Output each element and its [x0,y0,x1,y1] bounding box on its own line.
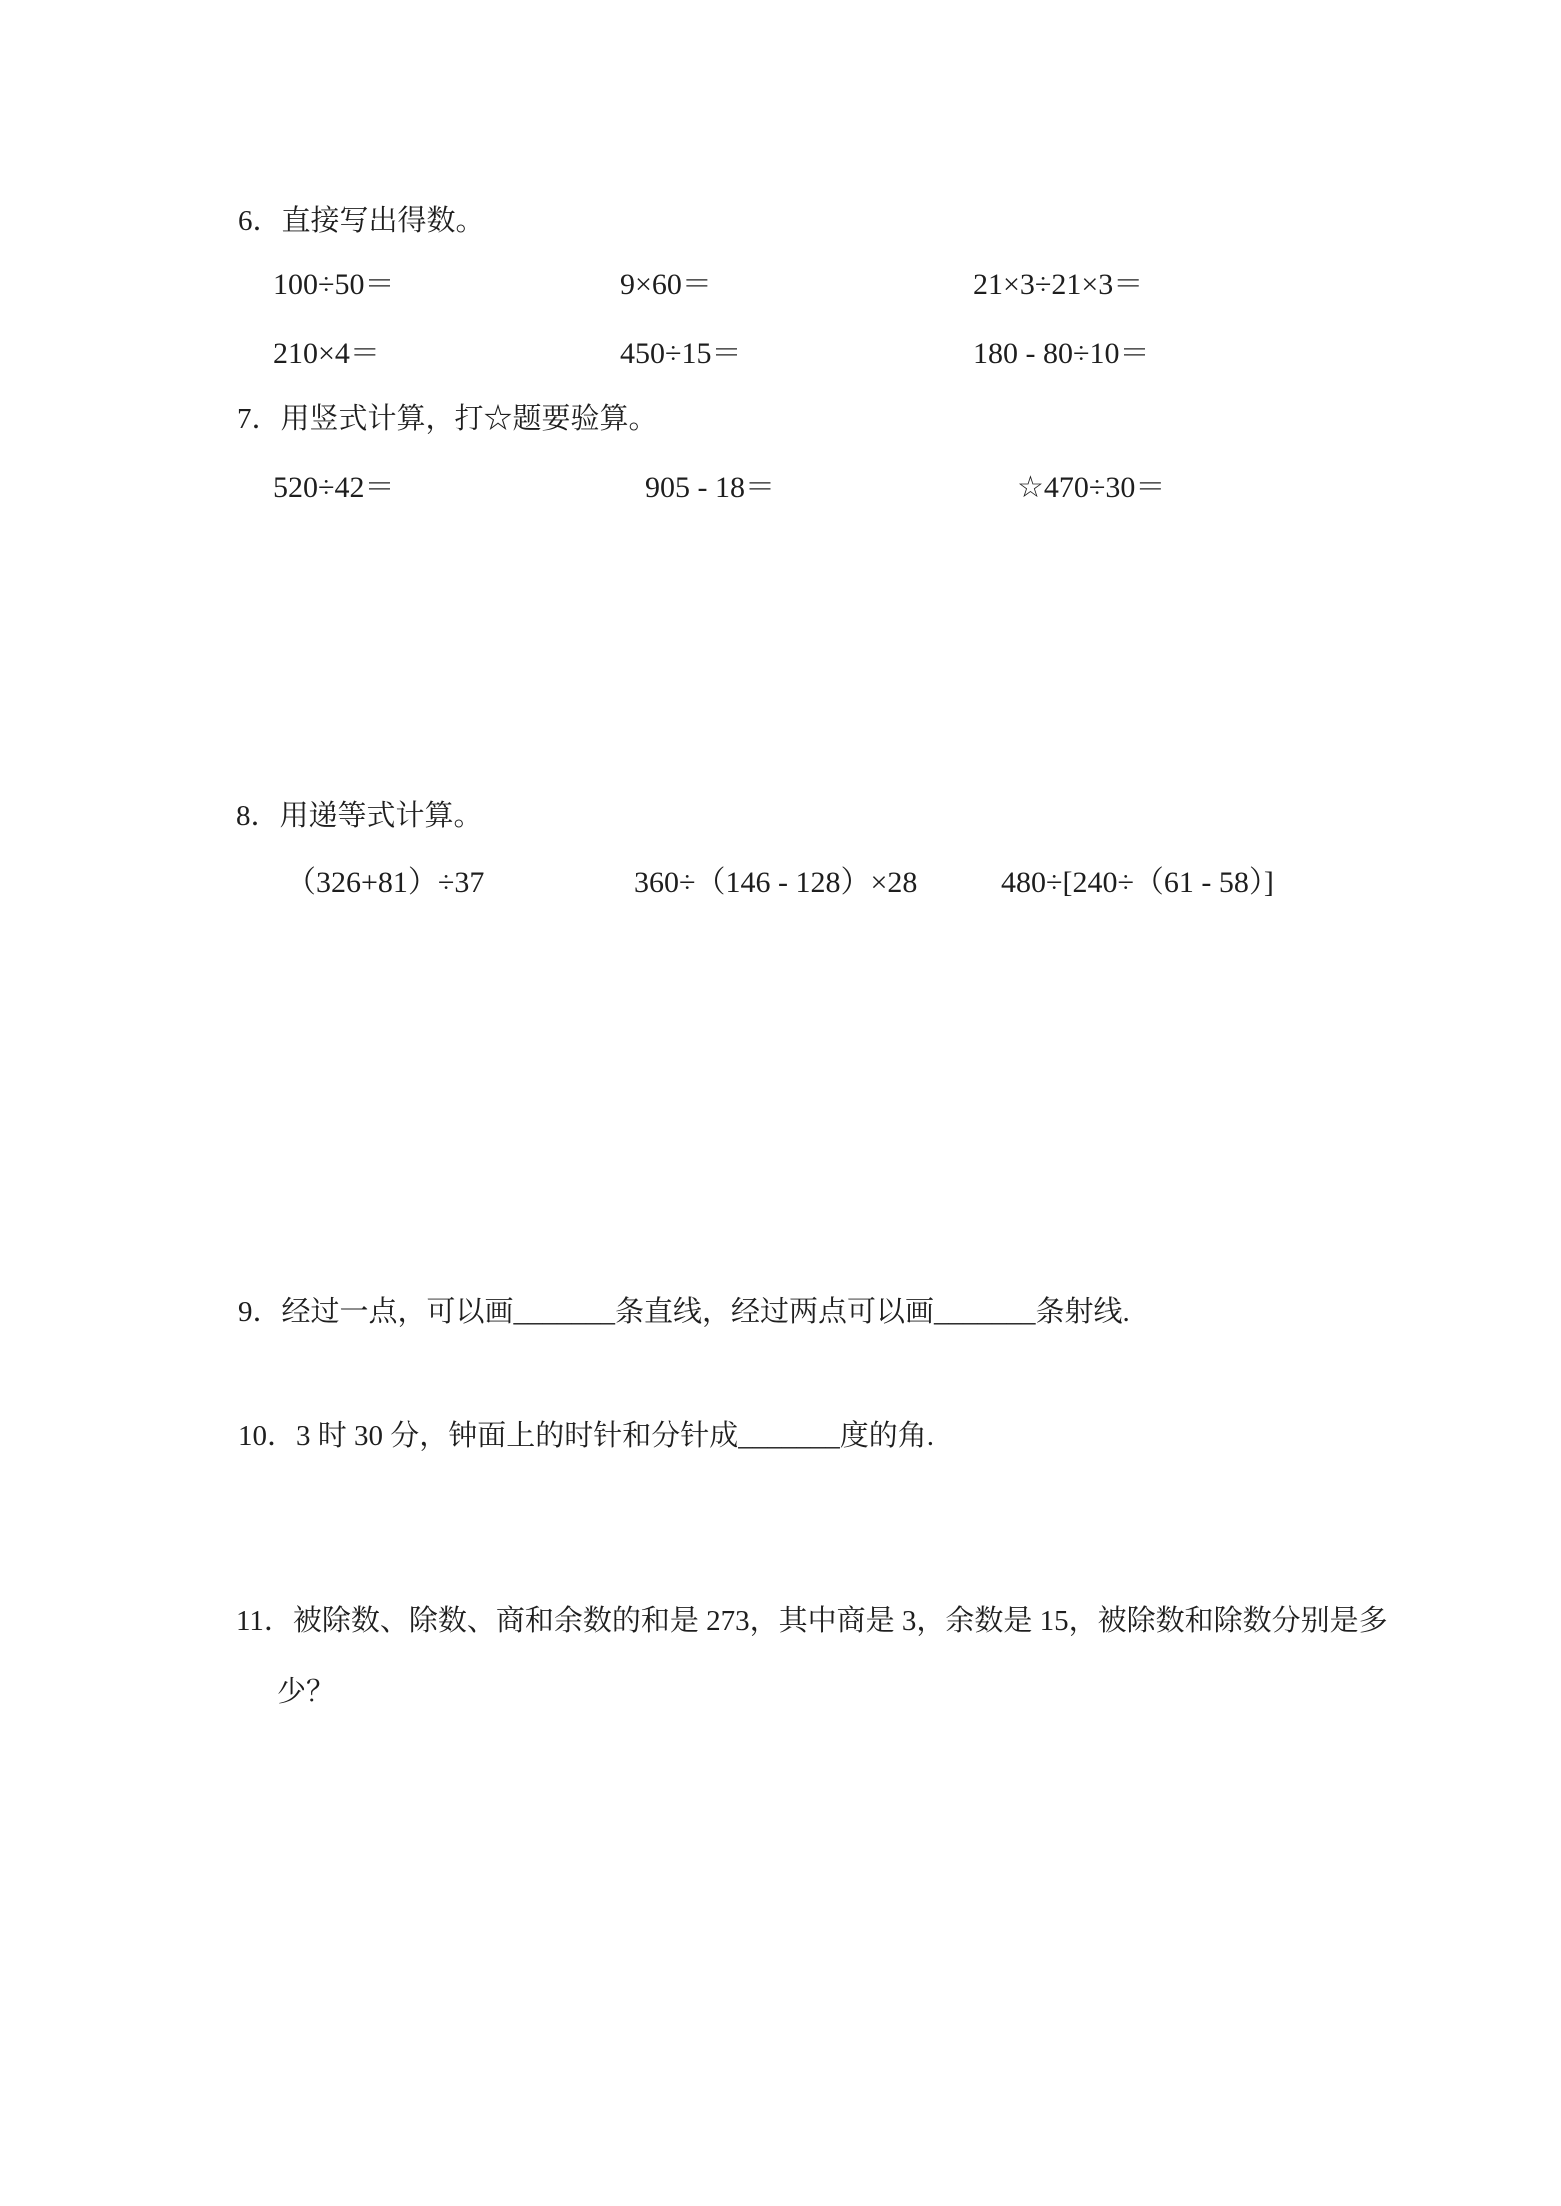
question-11-line-2: 少？ [277,1676,336,1708]
question-6-heading: 6．直接写出得数。 [238,205,485,237]
question-7-heading: 7．用竖式计算，打☆题要验算。 [237,403,658,435]
q6-problem-r2c2: 450÷15＝ [620,337,742,370]
question-9-fill-blank: 9．经过一点，可以画_______条直线，经过两点可以画_______条射线. [238,1296,1130,1328]
q7-problem-2: 905 - 18＝ [645,471,775,504]
q7-problem-3-starred: ☆470÷30＝ [1017,471,1166,504]
question-8-heading: 8．用递等式计算。 [236,800,483,832]
q6-problem-r1c1: 100÷50＝ [273,268,395,301]
q6-problem-r1c2: 9×60＝ [620,268,712,301]
question-10-fill-blank: 10．3 时 30 分，钟面上的时针和分针成_______度的角. [238,1420,935,1452]
q8-problem-3: 480÷[240÷（61 - 58）] [1001,866,1274,899]
q8-problem-1: （326+81）÷37 [286,866,485,899]
q8-problem-2: 360÷（146 - 128）×28 [634,866,918,899]
q6-problem-r2c3: 180 - 80÷10＝ [973,337,1150,370]
question-11-line-1: 11．被除数、除数、商和余数的和是 273，其中商是 3，余数是 15，被除数和除数分别是多 [236,1605,1388,1637]
q7-problem-1: 520÷42＝ [273,471,395,504]
q6-problem-r2c1: 210×4＝ [273,337,380,370]
q6-problem-r1c3: 21×3÷21×3＝ [973,268,1144,301]
